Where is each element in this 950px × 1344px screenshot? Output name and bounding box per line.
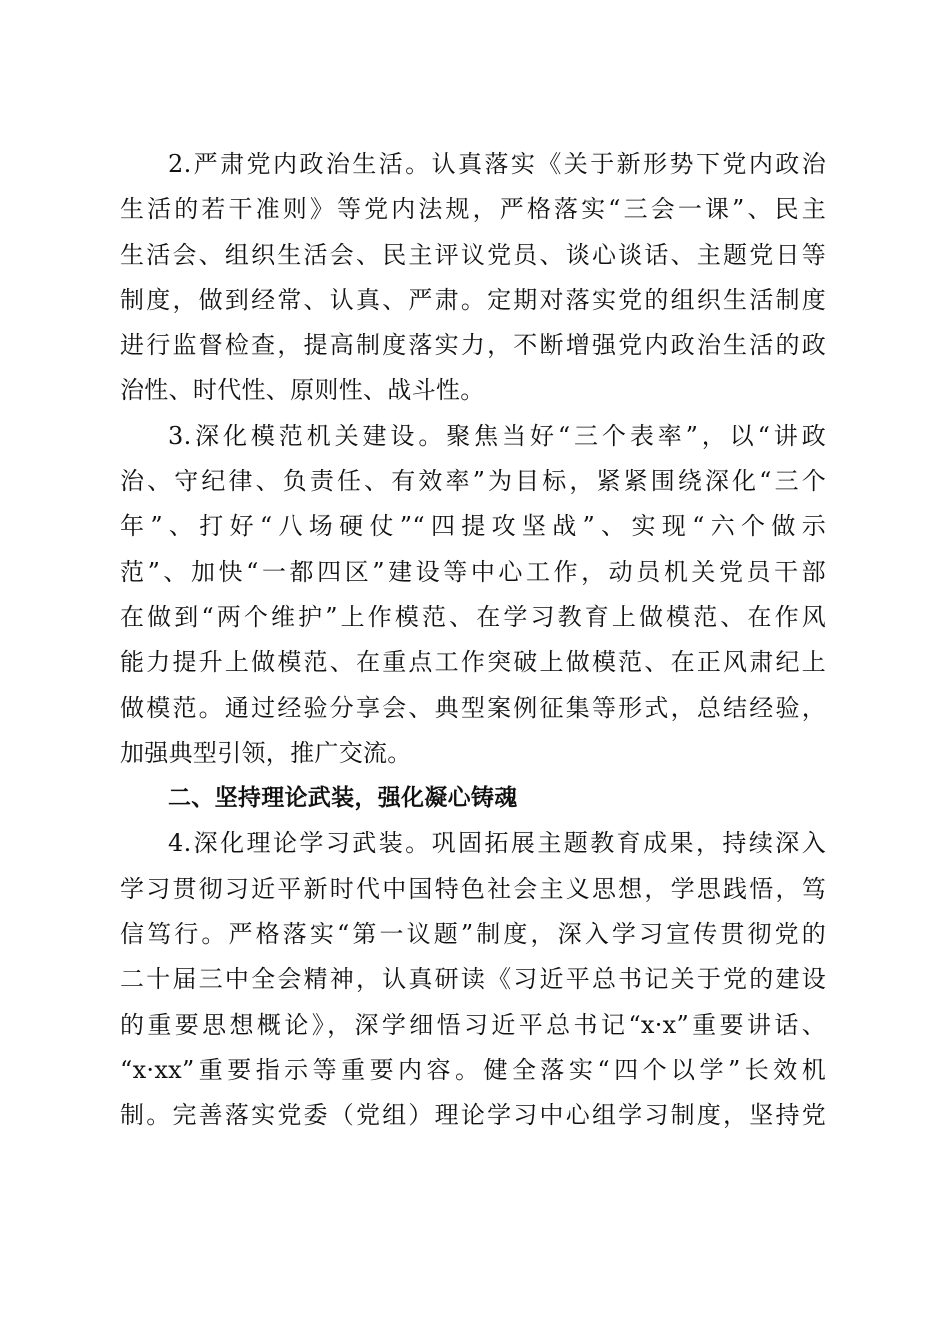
paragraph-4 xyxy=(120,821,826,1138)
paragraph-line: 能力提升上做模范、在重点工作突破上做模范、在正风肃纪上 xyxy=(120,648,826,677)
paragraph-line: 2.严肃党内政治生活。认真落实《关于新形势下党内政治 xyxy=(168,150,826,178)
paragraph-line: “x·xx”重要指示等重要内容。健全落实“四个以学”长效机 xyxy=(120,1055,826,1084)
paragraph-line: 在做到“两个维护”上作模范、在学习教育上做模范、在作风 xyxy=(120,602,826,631)
paragraph-line: 年”、打好“八场硬仗”“四提攻坚战”、实现“六个做示 xyxy=(120,512,826,541)
section-heading-2 xyxy=(120,776,826,821)
paragraph-2 xyxy=(120,142,826,414)
paragraph-line: 学习贯彻习近平新时代中国特色社会主义思想，学思践悟，笃 xyxy=(120,874,826,903)
paragraph-line: 生活的若干准则》等党内法规，严格落实“三会一课”、民主 xyxy=(120,195,826,224)
paragraph-line: 做模范。通过经验分享会、典型案例征集等形式，总结经验， xyxy=(120,693,826,722)
paragraph-3 xyxy=(120,414,826,776)
paragraph-line: 治性、时代性、原则性、战斗性。 xyxy=(120,376,485,405)
paragraph-line: 制度，做到经常、认真、严肃。定期对落实党的组织生活制度 xyxy=(120,285,826,314)
paragraph-line: 进行监督检查，提高制度落实力，不断增强党内政治生活的政 xyxy=(120,331,826,360)
paragraph-line: 制。完善落实党委（党组）理论学习中心组学习制度，坚持党 xyxy=(120,1101,826,1130)
paragraph-line: 的重要思想概论》，深学细悟习近平总书记“x·x”重要讲话、 xyxy=(120,1010,826,1039)
paragraph-line: 二十届三中全会精神，认真研读《习近平总书记关于党的建设 xyxy=(120,965,826,994)
paragraph-line: 范”、加快“一都四区”建设等中心工作，动员机关党员干部 xyxy=(120,557,826,586)
paragraph-line: 4.深化理论学习武装。巩固拓展主题教育成果，持续深入 xyxy=(168,829,826,858)
paragraph-line: 加强典型引领，推广交流。 xyxy=(120,738,412,767)
document-body xyxy=(120,142,826,1139)
paragraph-line: 3.深化模范机关建设。聚焦当好“三个表率”，以“讲政 xyxy=(168,421,826,450)
paragraph-line: 生活会、组织生活会、民主评议党员、谈心谈话、主题党日等 xyxy=(120,240,826,269)
paragraph-line: 信笃行。严格落实“第一议题”制度，深入学习宣传贯彻党的 xyxy=(120,920,826,949)
paragraph-line: 治、守纪律、负责任、有效率”为目标，紧紧围绕深化“三个 xyxy=(120,467,826,496)
section-heading: 二、坚持理论武装，强化凝心铸魂 xyxy=(168,785,518,812)
